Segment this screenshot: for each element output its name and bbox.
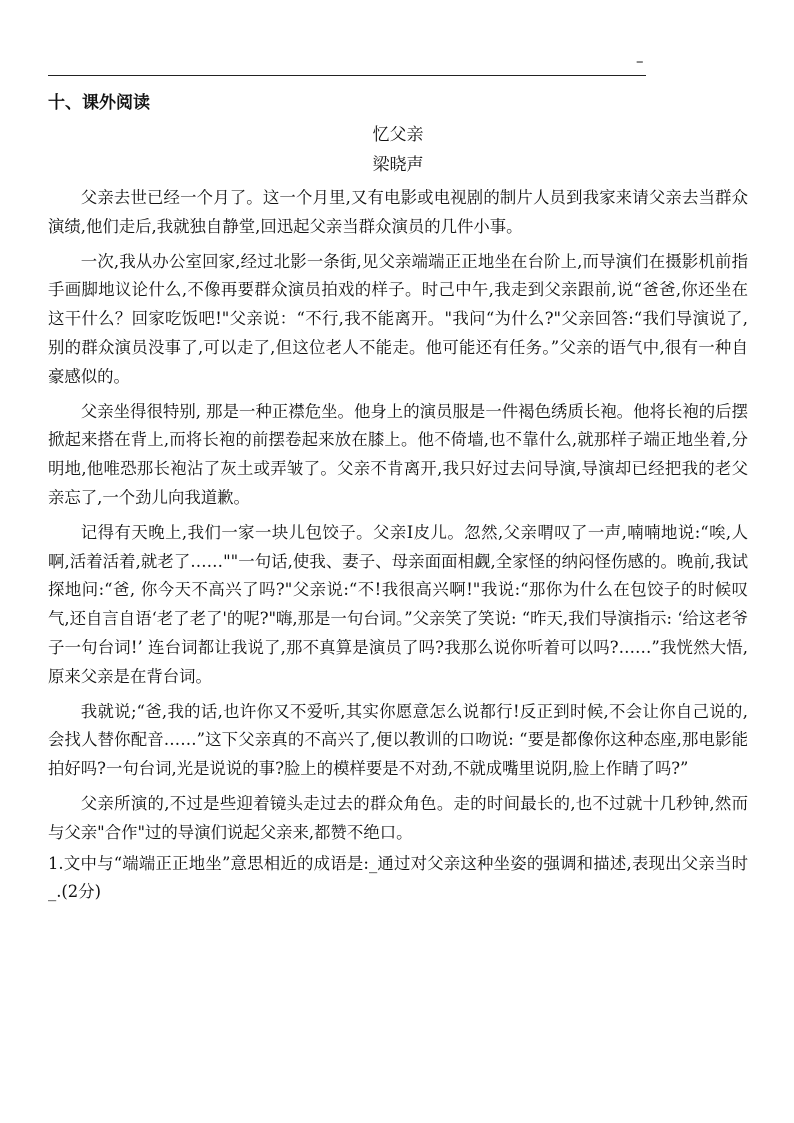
paragraph: 父亲坐得很特别, 那是一种正襟危坐。他身上的演员服是一件褐色绣质长袍。他将长袍的后摆掀起来搭在背上,而将长袍的前摆卷起来放在膝上。他不倚墙,也不靠什么,就那样子端正地坐着,分明地,他唯恐那长袍沾了灰土或弄皱了。父亲不肯离开,我只好过去问导演,导演却已经把我的老父亲忘了,一个劲儿向我道歉。 [48, 401, 748, 507]
paragraph: 父亲去世已经一个月了。这一个月里,又有电影或电视剧的制片人员到我家来请父亲去当群众演绩,他们走后,我就独自静堂,回迅起父亲当群众演员的几件小事。 [48, 188, 748, 236]
question-1: 1.文中与“端端正正地坐”意思相近的成语是:_通过对父亲这种坐姿的强调和描述,表现出父亲当时_.(2分) [48, 853, 748, 902]
paragraph: 一次,我从办公室回家,经过北影一条街,见父亲端端正正地坐在台阶上,而导演们在摄影机前指手画脚地议论什么,不像再要群众演员拍戏的样子。时己中午,我走到父亲跟前,说“爸爸,你还坐在这干什么？回家吃饭吧!"父亲说：“不行,我不能离开。"我问“为什么?"父亲回答:“我们导演说了,别的群众演员没事了,可以走了,但这位老人不能走。他可能还有任务。”父亲的语气中,很有一种自豪感似的。 [48, 251, 748, 386]
paragraph: 记得有天晚上,我们一家一块儿包饺子。父亲I皮儿。忽然,父亲喟叹了一声,喃喃地说:“唉,人啊,活着活着,就老了……""一句话,使我、妻子、母亲面面相觑,全家怪的纳闷怪伤感的。晚前,我试探地问:“爸, 你今天不高兴了吗?"父亲说:“不!我很高兴啊!"我说:“那你为什么在包饺子的时候叹气,还自言自语‘老了老了'的呢?"嗨,那是一句台词。”父亲笑了笑说: “昨天,我们导演指示: ‘给这老爷子一句台词!’ 连台词都让我说了,那不真算是演员了吗?我那么说你听着可以吗?……”我恍然大悟,原来父亲是在背台词。 [48, 522, 748, 686]
document-body [48, 86, 748, 907]
article-author: 梁晓声 [372, 155, 424, 175]
header-divider [48, 75, 646, 76]
paragraph: 我就说;“爸,我的话,也许你又不爱听,其实你愿意怎么说都行!反正到时候,不会让你自己说的,会找人替你配音……”这下父亲真的不高兴了,便以教训的口吻说: “要是都像你这种态座,那电影能拍好吗?一句台词,光是说说的事?脸上的模样要是不对劲,不就成嘴里说阴,脸上作睛了吗?” [48, 701, 748, 779]
paragraph: 父亲所演的,不过是些迎着镜头走过去的群众角色。走的时间最长的,也不过就十几秒钟,然而与父亲"合作"过的导演们说起父亲来,都赞不绝口。 [48, 793, 748, 842]
section-title: 十、课外阅读 [48, 93, 150, 113]
header-mark: – [636, 52, 644, 70]
article-title: 忆父亲 [372, 125, 424, 145]
